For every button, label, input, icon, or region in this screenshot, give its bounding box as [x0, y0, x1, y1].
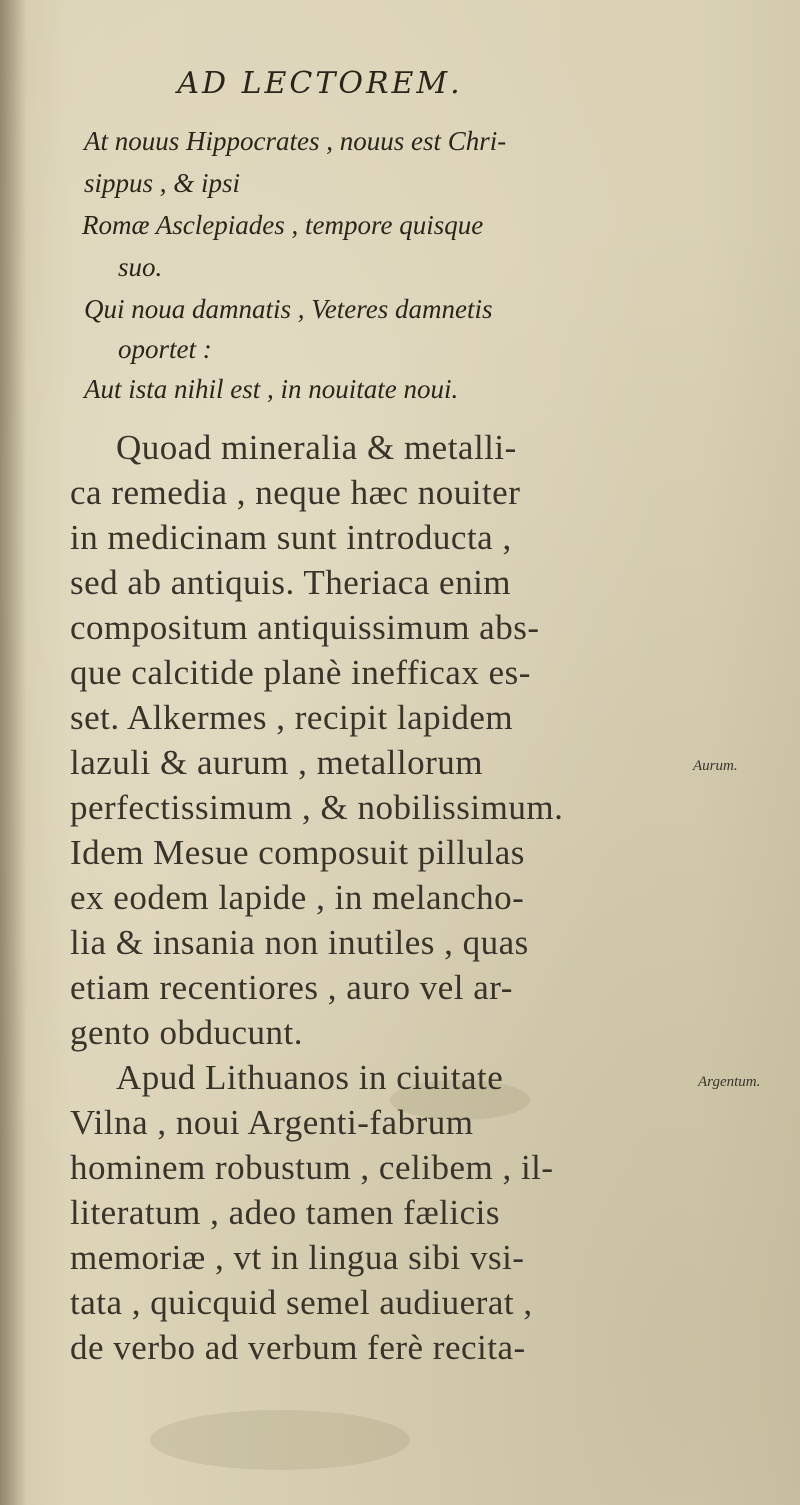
body-line: Idem Mesue composuit pillulas	[70, 833, 525, 872]
body-line: de verbo ad verbum ferè recita-	[70, 1328, 526, 1367]
page-header	[0, 66, 800, 101]
epigram-line: At nouus Hippocrates , nouus est Chri-	[84, 126, 507, 156]
body-line: etiam recentiores , auro vel ar-	[70, 968, 513, 1007]
body-line: Vilna , noui Argenti-fabrum	[70, 1103, 474, 1142]
epigram-line: sippus , & ipsi	[84, 168, 241, 198]
gutter-shadow	[0, 0, 26, 1505]
marginal-note-argentum: Argentum.	[698, 1074, 761, 1090]
body-line: set. Alkermes , recipit lapidem	[70, 698, 514, 737]
body-line: lazuli & aurum , metallorum	[70, 743, 483, 782]
body-line: Apud Lithuanos in ciuitate	[116, 1058, 504, 1097]
body-line: compositum antiquissimum abs-	[70, 608, 540, 647]
body-line: ca remedia , neque hæc nouiter	[70, 473, 521, 512]
body-line: in medicinam sunt introducta ,	[70, 518, 512, 557]
epigram-line: suo.	[118, 252, 163, 282]
body-line: que calcitide planè inefficax es-	[70, 653, 531, 692]
epigram-line: Aut ista nihil est , in nouitate noui.	[84, 374, 459, 404]
header-title: AD LECTOREM.	[177, 66, 463, 101]
paper-stain	[150, 1410, 410, 1470]
body-line: hominem robustum , celibem , il-	[70, 1148, 554, 1187]
body-line: ex eodem lapide , in melancho-	[70, 878, 525, 917]
body-line: literatum , adeo tamen fælicis	[70, 1193, 501, 1232]
epigram-line: oportet :	[118, 334, 212, 364]
body-line: perfectissimum , & nobilissimum.	[70, 788, 564, 827]
body-line: Quoad mineralia & metalli-	[116, 428, 517, 467]
marginal-note-aurum: Aurum.	[693, 758, 738, 774]
epigram-line: Qui noua damnatis , Veteres damnetis	[84, 294, 493, 324]
body-line: lia & insania non inutiles , quas	[70, 923, 529, 962]
body-line: sed ab antiquis. Theriaca enim	[70, 563, 512, 602]
body-line: tata , quicquid semel audiuerat ,	[70, 1283, 533, 1322]
body-line: gento obducunt.	[70, 1013, 304, 1052]
epigram-line: Romæ Asclepiades , tempore quisque	[82, 210, 484, 240]
body-line: memoriæ , vt in lingua sibi vsi-	[70, 1238, 525, 1277]
